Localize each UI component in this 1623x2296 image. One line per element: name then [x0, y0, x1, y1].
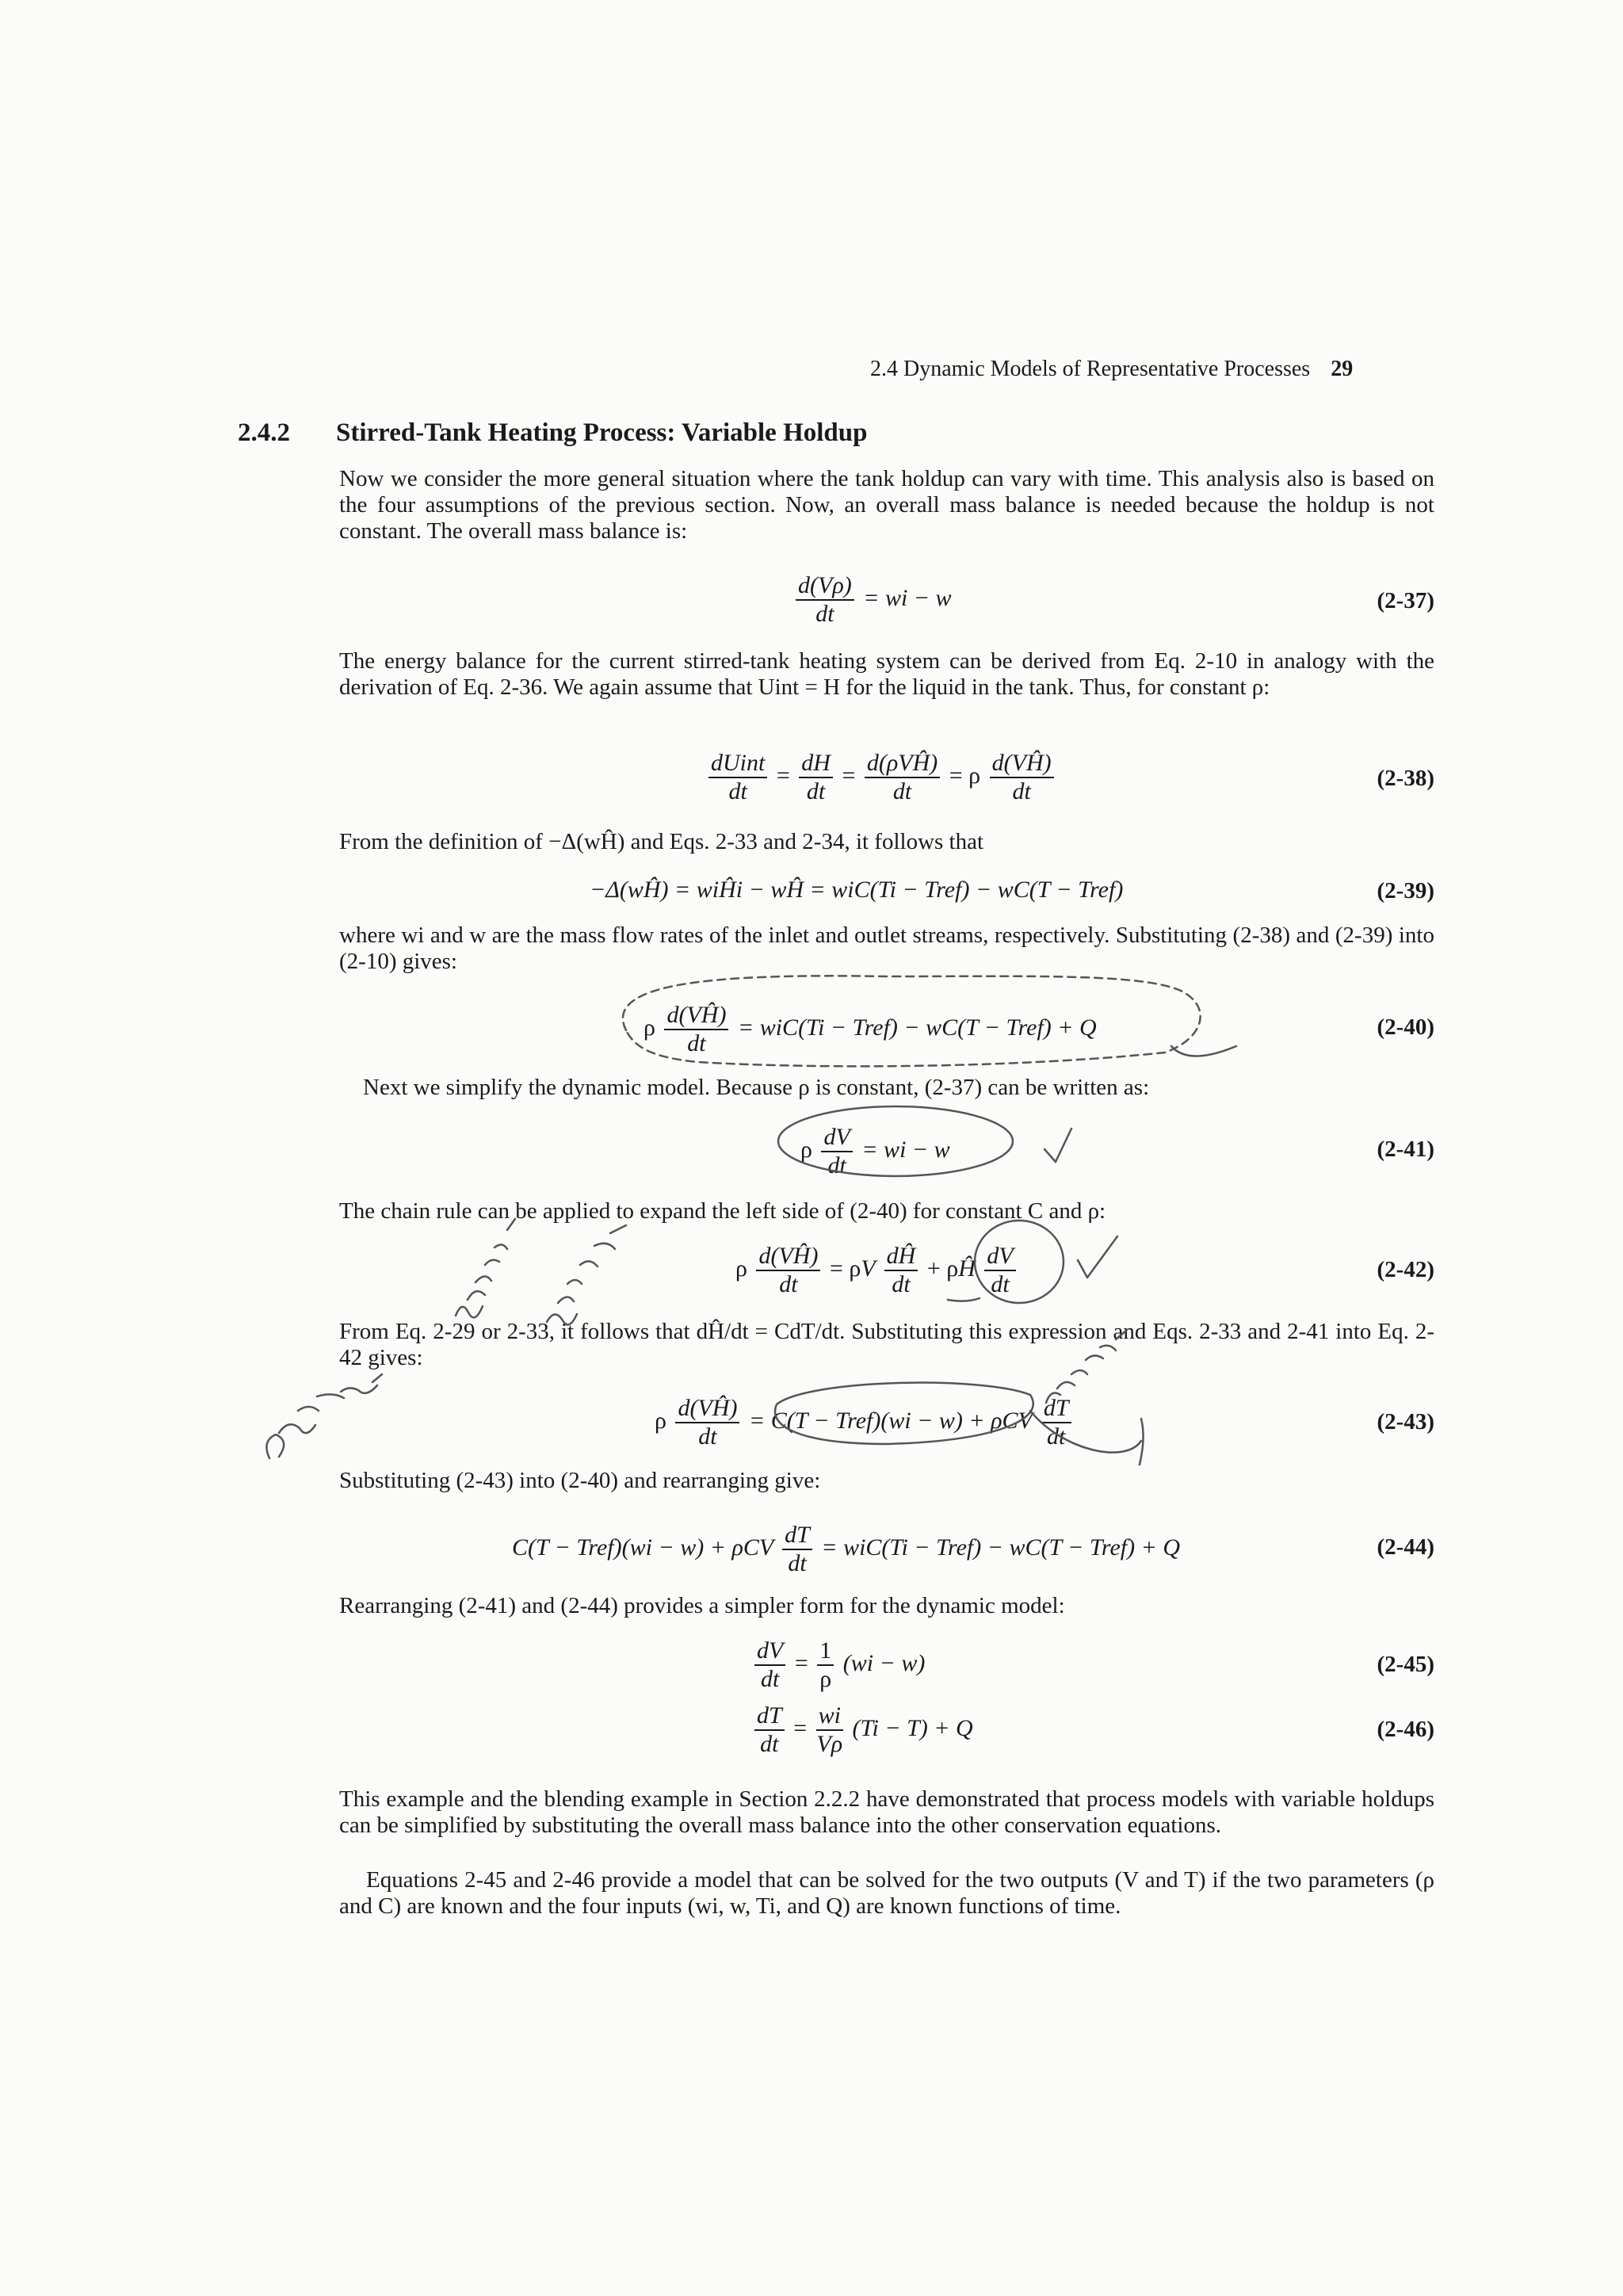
margin-note-left-1 [456, 1219, 515, 1317]
equation-number-2-39: (2-39) [1377, 878, 1434, 904]
equation-2-37: $\frac{d(V\rho)}{dt}$ = wi − w [792, 572, 952, 628]
paragraph-5: Next we simplify the dynamic model. Because ρ is constant, (2-37) can be written as: [363, 1075, 1150, 1100]
paragraph-6: The chain rule can be applied to expand the left side of (2-40) for constant C and ρ: [339, 1198, 1106, 1224]
running-head [870, 357, 1353, 382]
running-head-title: 2.4 Dynamic Models of Representative Processes [870, 357, 1311, 381]
equation-number-2-41: (2-41) [1377, 1137, 1434, 1162]
equation-2-40: ρ $\frac{d(VĤ)}{dt}$ = wiC(Ti − Tref) − wC(T − Tref) + Q [643, 1002, 1097, 1056]
margin-note-left-2 [547, 1225, 626, 1324]
equation-2-45: $\frac{dV}{dt}$ = $\frac{1}{\rho}$ (wi − w) [751, 1637, 925, 1693]
equation-2-41: ρ $\frac{dV}{dt}$ = wi − w [800, 1124, 950, 1179]
equation-2-43: ρ $\frac{d(VĤ)}{dt}$ = C(T − Tref)(wi − w) + ρCV $\frac{dT}{dt}$ [655, 1395, 1075, 1450]
equation-2-39: −Δ(wĤ) = wiĤi − wĤ = wiC(Ti − Tref) − wC(T − Tref) [590, 877, 1124, 903]
equation-number-2-38: (2-38) [1377, 766, 1434, 791]
equation-number-2-45: (2-45) [1377, 1652, 1434, 1677]
equation-2-42: ρ $\frac{d(VĤ)}{dt}$ = ρV $\frac{dĤ}{dt}$ + ρĤ $\frac{dV}{dt}$ [735, 1243, 1019, 1298]
equation-2-38: $\frac{\text{dUint}}{dt}$ = $\frac{dH}{dt}$ = $\frac{\text{d(ρVĤ)}}{dt}$ = ρ $\frac{d(VĤ)}{dt}$ [705, 750, 1057, 805]
paragraph-1: Now we consider the more general situation where the tank holdup can vary with time. This analysis also is based on the four assumptions of the previous section. Now, an overall mass balance is needed because the holdup is not constant. The overall mass balance is: [339, 466, 1434, 544]
equation-number-2-40: (2-40) [1377, 1014, 1434, 1040]
paragraph-8: Substituting (2-43) into (2-40) and rearranging give: [339, 1468, 821, 1493]
margin-note-left-3 [266, 1374, 382, 1458]
equation-number-2-46: (2-46) [1377, 1717, 1434, 1742]
paragraph-2: The energy balance for the current stirred-tank heating system can be derived from Eq. 2-10 in analogy with the derivation of Eq. 2-36. We again assume that Uint = H for the liquid in the tank. Thus, for constant ρ: [339, 648, 1434, 700]
paragraph-3: From the definition of −Δ(wĤ) and Eqs. 2-33 and 2-34, it follows that [339, 829, 984, 854]
paragraph-10: This example and the blending example in Section 2.2.2 have demonstrated that process models with variable holdups can be simplified by substituting the overall mass balance into the other conservation equations. [339, 1786, 1434, 1838]
equation-number-2-43: (2-43) [1377, 1409, 1434, 1435]
equation-number-2-42: (2-42) [1377, 1257, 1434, 1282]
page-number: 29 [1331, 357, 1354, 381]
equation-number-2-37: (2-37) [1377, 588, 1434, 613]
equation-2-44: C(T − Tref)(wi − w) + ρCV $\frac{dT}{dt}$ = wiC(Ti − Tref) − wC(T − Tref) + Q [512, 1522, 1181, 1576]
paragraph-9: Rearranging (2-41) and (2-44) provides a simpler form for the dynamic model: [339, 1593, 1065, 1618]
section-title: Stirred-Tank Heating Process: Variable Holdup [336, 418, 868, 447]
paragraph-4: where wi and w are the mass flow rates of the inlet and outlet streams, respectively. Substituting (2-38) and (2-39) into (2-10) gives: [339, 923, 1434, 974]
check-mark-2-42 [1078, 1236, 1117, 1278]
check-mark-2-41 [1044, 1129, 1071, 1162]
equation-number-2-44: (2-44) [1377, 1534, 1434, 1560]
section-number: 2.4.2 [238, 418, 290, 447]
equation-2-46: $\frac{dT}{dt}$ = $\frac{wi}{V\rho}$ (Ti − T) + Q [751, 1702, 973, 1758]
paragraph-11: Equations 2-45 and 2-46 provide a model that can be solved for the two outputs (V and T) if the two parameters (ρ and C) are known and the four inputs (wi, w, Ti, and Q) are known functions of time. [339, 1867, 1434, 1919]
paragraph-7: From Eq. 2-29 or 2-33, it follows that dĤ/dt = CdT/dt. Substituting this expression and Eqs. 2-33 and 2-41 into Eq. 2-42 gives: [339, 1319, 1434, 1370]
